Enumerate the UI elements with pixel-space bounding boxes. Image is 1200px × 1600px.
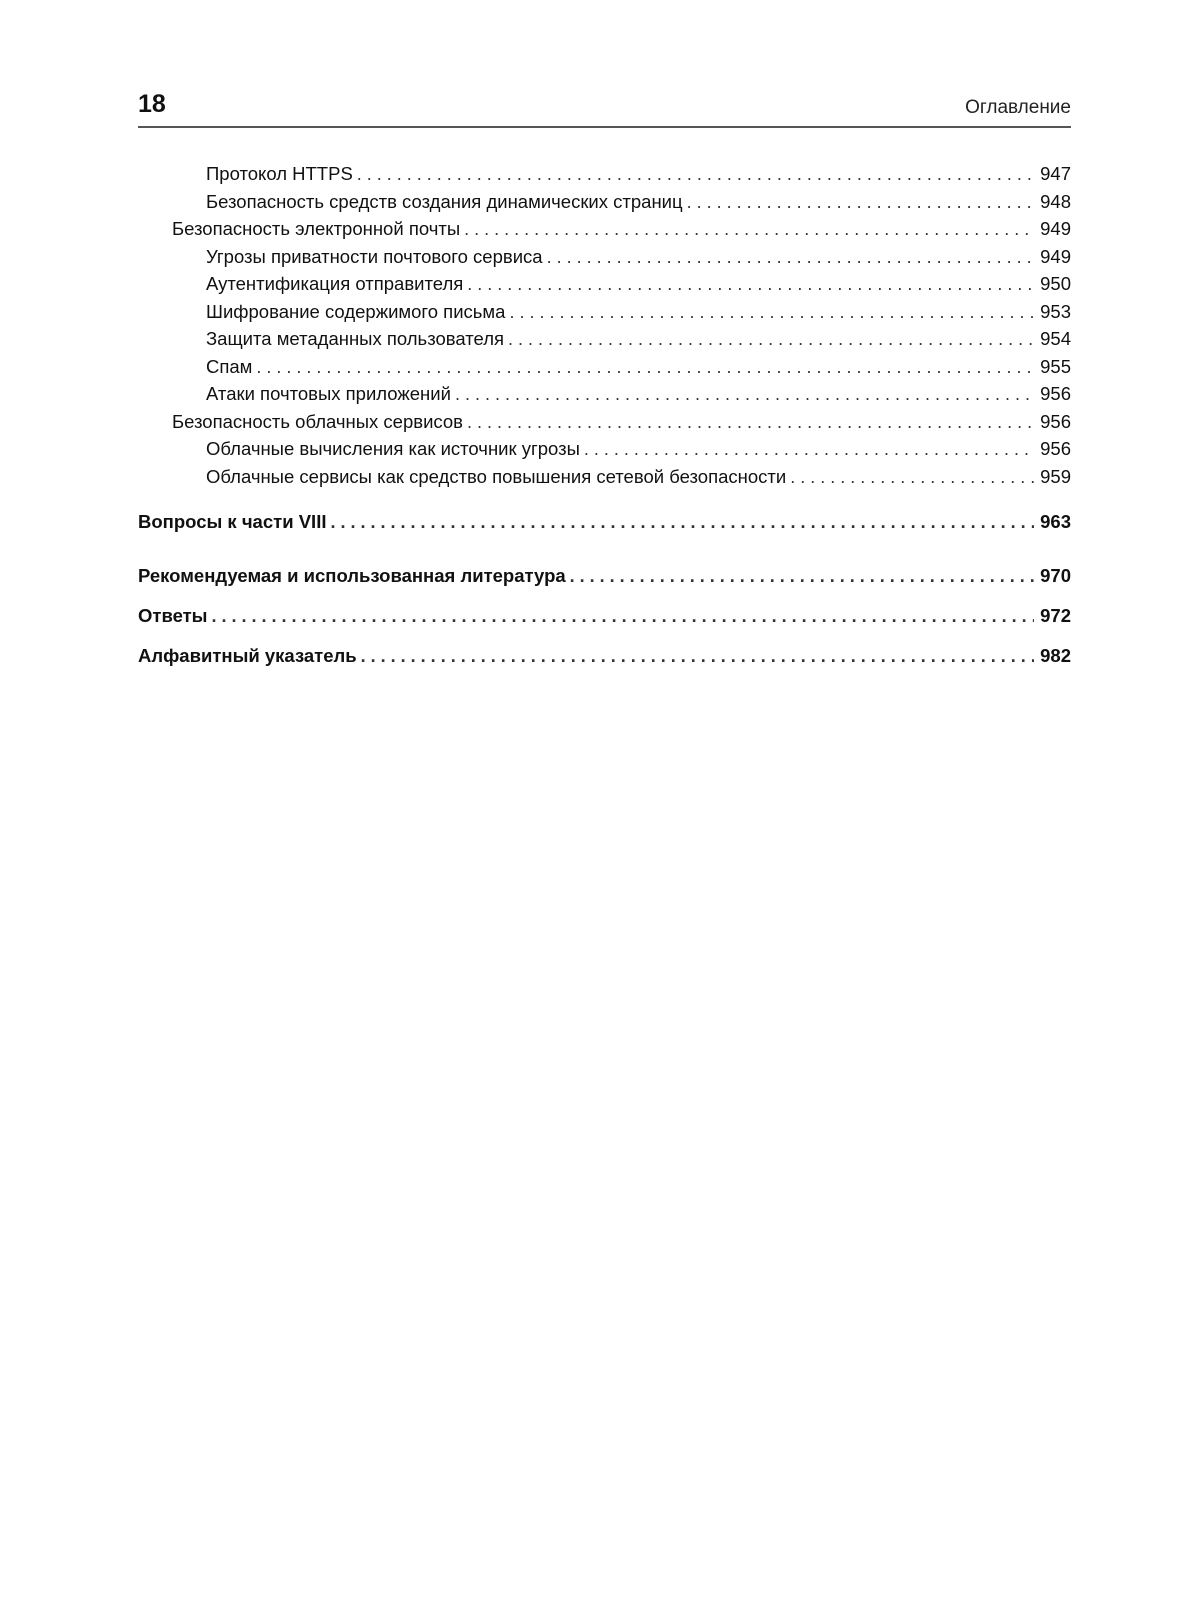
page-header bbox=[138, 86, 1071, 128]
toc-entry bbox=[138, 408, 1071, 436]
toc-leader bbox=[357, 160, 1034, 189]
toc-leader bbox=[508, 325, 1034, 354]
toc-leader bbox=[687, 188, 1035, 217]
toc-entry-page: 953 bbox=[1040, 300, 1071, 322]
toc-part-page: 972 bbox=[1040, 605, 1071, 626]
toc-entry-title: Спам bbox=[206, 355, 253, 377]
toc-entry-title: Облачные вычисления как источник угрозы bbox=[206, 438, 580, 459]
toc-entry-page: 950 bbox=[1040, 273, 1071, 294]
toc-leader bbox=[256, 353, 1034, 382]
toc-entry-title: Защита метаданных пользователя bbox=[206, 328, 505, 349]
toc-leader bbox=[361, 636, 1034, 676]
toc-entry-page: 956 bbox=[1040, 410, 1071, 432]
toc-entry-page: 955 bbox=[1040, 355, 1071, 377]
toc-leader bbox=[509, 298, 1034, 327]
toc-entry-title: Облачные сервисы как средство повышения сетевой безопасности bbox=[206, 465, 787, 487]
toc-leader bbox=[455, 380, 1034, 409]
toc-entry bbox=[138, 298, 1071, 326]
toc-entry bbox=[138, 243, 1071, 271]
toc-entry-page: 959 bbox=[1040, 465, 1071, 487]
toc-entry bbox=[138, 463, 1071, 491]
toc-entry-title: Безопасность электронной почты bbox=[172, 218, 461, 239]
table-of-contents bbox=[138, 160, 1071, 676]
toc-leader bbox=[584, 435, 1034, 464]
toc-entry-title: Безопасность средств создания динамических страниц bbox=[206, 190, 683, 212]
toc-part-page: 970 bbox=[1040, 565, 1071, 586]
toc-part-page: 963 bbox=[1040, 511, 1071, 532]
toc-entry-title: Аутентификация отправителя bbox=[206, 273, 464, 294]
toc-part-title: Рекомендуемая и использованная литература bbox=[138, 565, 566, 586]
toc-part-title: Алфавитный указатель bbox=[138, 645, 357, 666]
toc-entry bbox=[138, 380, 1071, 408]
toc-entry-title: Атаки почтовых приложений bbox=[206, 383, 451, 404]
toc-leader bbox=[547, 243, 1035, 272]
toc-entry bbox=[138, 160, 1071, 188]
toc-entry-title: Угрозы приватности почтового сервиса bbox=[206, 245, 543, 267]
toc-part-entry bbox=[138, 502, 1071, 542]
toc-entry-title: Шифрование содержимого письма bbox=[206, 300, 506, 322]
toc-part-entry bbox=[138, 636, 1071, 676]
toc-part-entry bbox=[138, 556, 1071, 596]
toc-entry bbox=[138, 353, 1071, 381]
toc-part-title: Вопросы к части VIII bbox=[138, 511, 327, 532]
running-title: Оглавление bbox=[965, 97, 1071, 118]
toc-leader bbox=[467, 270, 1034, 299]
toc-entry bbox=[138, 188, 1071, 216]
book-page bbox=[138, 86, 1071, 676]
toc-part-page: 982 bbox=[1040, 645, 1071, 666]
toc-part-entry bbox=[138, 596, 1071, 636]
toc-entry-page: 947 bbox=[1040, 163, 1071, 184]
toc-leader bbox=[790, 463, 1034, 492]
toc-entry-page: 954 bbox=[1040, 328, 1071, 349]
toc-leader bbox=[464, 215, 1034, 244]
toc-entry-page: 956 bbox=[1040, 383, 1071, 404]
toc-leader bbox=[467, 408, 1034, 437]
toc-leader bbox=[570, 556, 1034, 596]
toc-entry-page: 948 bbox=[1040, 190, 1071, 212]
toc-entry-page: 949 bbox=[1040, 218, 1071, 239]
toc-entry-page: 956 bbox=[1040, 438, 1071, 459]
toc-entry-title: Безопасность облачных сервисов bbox=[172, 410, 463, 432]
toc-entry bbox=[138, 325, 1071, 353]
page-number: 18 bbox=[138, 90, 166, 118]
toc-entry bbox=[138, 435, 1071, 463]
toc-part-title: Ответы bbox=[138, 605, 208, 626]
toc-leader bbox=[330, 502, 1034, 542]
toc-entry bbox=[138, 270, 1071, 298]
toc-entry-page: 949 bbox=[1040, 245, 1071, 267]
toc-entry bbox=[138, 215, 1071, 243]
toc-entry-title: Протокол HTTPS bbox=[206, 163, 353, 184]
toc-leader bbox=[211, 596, 1034, 636]
